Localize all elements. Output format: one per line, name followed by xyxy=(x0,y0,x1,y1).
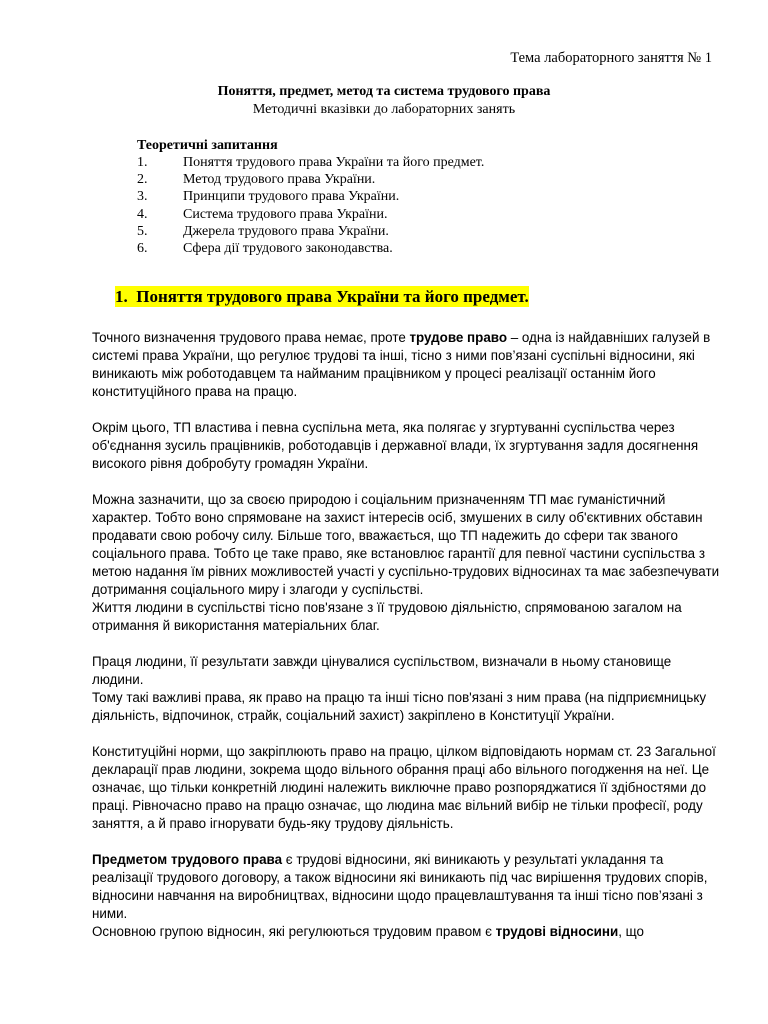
bold-term: Предметом трудового права xyxy=(92,852,283,867)
question-list xyxy=(137,154,697,257)
section-number: 1. xyxy=(115,287,128,306)
question-item xyxy=(137,223,697,240)
question-number: 2. xyxy=(137,172,148,188)
theory-questions xyxy=(137,137,697,257)
paragraph-life-labor: Життя людини в суспільстві тісно пов'язане з її трудовою діяльністю, спрямованою загалом на отримання й використання матеріальних благ. xyxy=(92,600,682,633)
question-text: Метод трудового права України. xyxy=(183,172,376,188)
question-number: 4. xyxy=(137,206,148,222)
question-number: 3. xyxy=(137,189,148,205)
document-subtitle: Методичні вказівки до лабораторних занять xyxy=(252,102,516,117)
highlighted-heading xyxy=(115,286,529,307)
question-text: Джерела трудового права України. xyxy=(183,223,389,239)
lab-topic: Тема лабораторного заняття № 1 xyxy=(510,50,712,66)
question-text: Поняття трудового права України та його предмет. xyxy=(183,155,485,170)
text-run: Основною групою відносин, які регулюються трудовим правом є xyxy=(92,924,496,939)
text-run: Точного визначення трудового права немає, проте xyxy=(92,330,410,345)
question-item xyxy=(137,188,697,205)
theory-heading: Теоретичні запитання xyxy=(137,138,278,153)
text-run: , що xyxy=(618,924,644,939)
paragraph-subject xyxy=(92,851,724,923)
document-title: Поняття, предмет, метод та система трудового права xyxy=(217,84,551,99)
text-run: є трудові відносини, які виникають у результаті укладання та реалізації трудового договору, а також відносини які виникають під час вирішення трудових спорів, відносини навчання на виробництвах, відносини щодо працевлаштування та інші тісно пов’язані з ними. xyxy=(92,852,708,921)
paragraph-purpose: Окрім цього, ТП властива і певна суспільна мета, яка полягає у згуртуванні суспільства через об'єднання зусиль працівників, роботодавців і державної влади, їх згуртування задля досягнення високого рівня добробуту громадян України. xyxy=(92,420,699,471)
paragraph-norms: Конституційні норми, що закріплюють право на працю, цілком відповідають нормам ст. 23 Загальної декларації прав людини, зокрема щодо вільного обрання праці або вільного погодження на неї. Це означає, що тільки конкретній людині належить виключне право розпоряджатися її здібностями до праці. Рівночасно право на працю означає, що людина має вільний вибір не тільки професії, роду заняття, а й право ігнорувати будь-яку трудову діяльність. xyxy=(92,744,716,831)
section-heading xyxy=(115,287,529,307)
question-number: 6. xyxy=(137,241,148,257)
paragraph-main-group xyxy=(92,923,724,941)
question-item xyxy=(137,206,697,223)
section-body xyxy=(92,329,724,941)
bold-term: трудове право xyxy=(409,330,508,345)
paragraph-definition xyxy=(92,329,724,401)
question-number: 5. xyxy=(137,223,148,239)
paragraph-humanistic: Можна зазначити, що за своєю природою і соціальним призначенням ТП має гуманістичний характер. Тобто воно спрямоване на захист інтересів осіб, змушених в силу об'єктивних обставин продавати свою робочу силу. Більше того, вважається, що ТП надежить до сфери так званого соціального права. Тобто це таке право, яке встановлює гарантії для певної частини суспільства з метою надання їм рівних можливостей участі у суспільно-трудових відносинах та має забезпечувати дотримання соціального миру і злагоди у суспільстві. xyxy=(92,492,720,597)
question-number: 1. xyxy=(137,155,148,170)
question-text: Сфера дії трудового законодавства. xyxy=(183,241,393,257)
question-item xyxy=(137,171,697,188)
section-title: Поняття трудового права України та його предмет. xyxy=(136,287,529,306)
text-run: – одна із найдавніших галузей в системі права України, що регулює трудові та інші, тісно з ними пов’язані суспільні відносини, які виникають між роботодавцем та найманим працівником у процесі реалізації останнім його конституційного права на працю. xyxy=(92,330,711,399)
question-item xyxy=(137,154,697,171)
paragraph-constitution: Тому такі важливі права, як право на працю та інші тісно пов'язані з ним права (на підприємницьку діяльність, відпочинок, страйк, соціальний захист) закріплено в Конституції України. xyxy=(92,690,707,723)
question-item xyxy=(137,240,697,257)
question-text: Система трудового права України. xyxy=(183,206,388,222)
bold-term: трудові відносини xyxy=(495,924,619,939)
question-text: Принципи трудового права України. xyxy=(183,189,400,205)
paragraph-labor-valued: Праця людини, її результати завжди цінувалися суспільством, визначали в ньому становище людини. xyxy=(92,654,672,687)
